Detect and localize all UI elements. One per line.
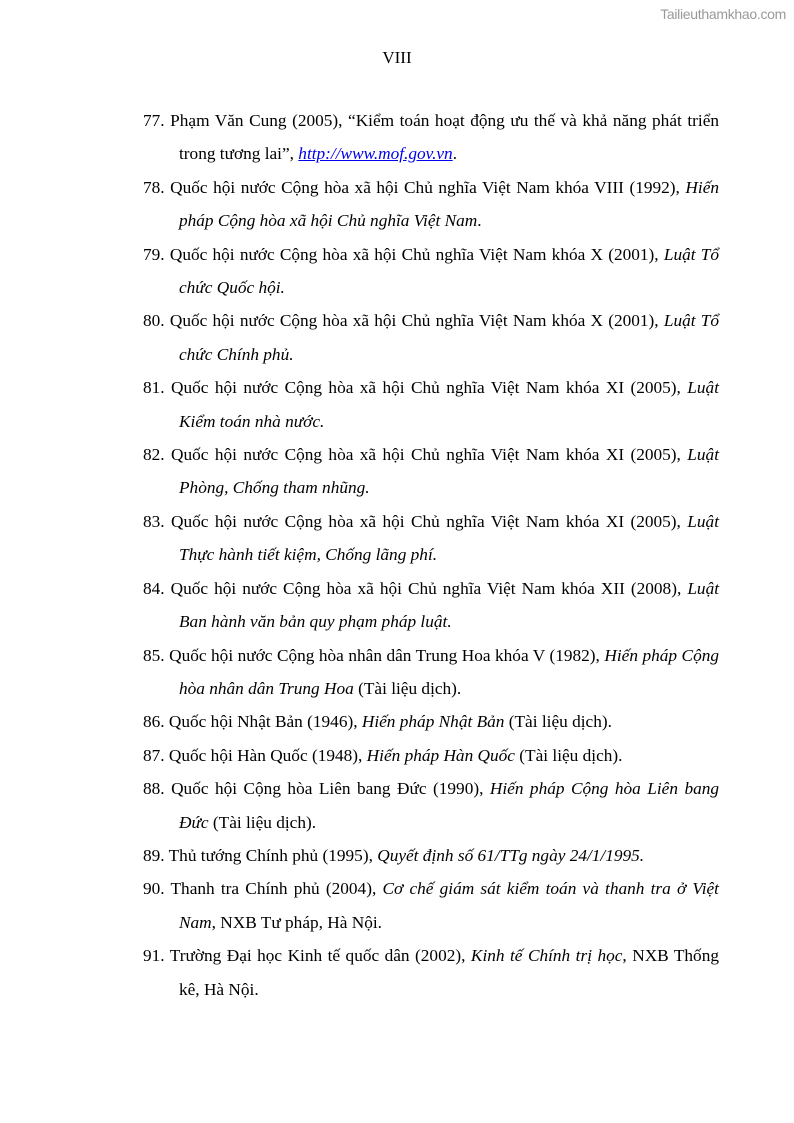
reference-number: 88. [143,779,172,799]
reference-number: 83. [143,511,172,531]
reference-item [143,171,719,238]
reference-text: Thanh tra Chính phủ (2004), [170,879,383,899]
reference-text: Quốc hội nước Cộng hòa xã hội Chủ nghĩa Việt Nam khóa X (2001), [169,311,664,331]
reference-item [143,505,719,572]
reference-number: 77. [143,111,171,130]
reference-item [143,939,719,1006]
reference-text: Quốc hội nước Cộng hòa xã hội Chủ nghĩa Việt Nam khóa XI (2005), [171,378,688,398]
reference-item [143,238,719,305]
reference-item [143,371,719,438]
reference-item [143,772,719,839]
reference-text: , NXB Tư pháp, Hà Nội. [211,912,382,932]
reference-text: . [477,211,482,231]
reference-text: Quốc hội nước Cộng hòa xã hội Chủ nghĩa Việt Nam khóa VIII (1992), [170,177,686,197]
reference-number: 87. [143,745,169,765]
reference-text: Phạm Văn Cung (2005), “Kiểm toán hoạt động ưu thế và khả năng phát triển trong tương lai”, [170,111,719,164]
reference-title: Hiến pháp Cộng hòa nhân dân Trung Hoa [179,645,720,698]
reference-title: Luật Kiểm toán nhà nước. [179,378,719,431]
reference-text: Quốc hội Hàn Quốc (1948), [168,745,367,765]
reference-text: (Tài liệu dịch). [208,812,317,832]
reference-number: 81. [143,378,172,398]
reference-item [143,104,719,171]
reference-text: (Tài liệu dịch). [504,712,612,732]
watermark: Tailieuthamkhao.com [660,6,786,22]
reference-text: Thủ tướng Chính phủ (1995), [168,845,378,865]
reference-number: 86. [143,712,169,732]
reference-number: 78. [143,177,171,197]
reference-number: 79. [143,244,170,264]
reference-title: Hiến pháp Cộng hòa xã hội Chủ nghĩa Việt Nam [179,177,719,231]
reference-text: (Tài liệu dịch). [353,678,462,698]
reference-text: , NXB Thống kê, Hà Nội. [179,946,719,999]
reference-item [143,304,719,371]
reference-item [143,705,719,738]
reference-text: Quốc hội Cộng hòa Liên bang Đức (1990), [171,779,490,799]
reference-title: Cơ chế giám sát kiểm toán và thanh tra ở Việt Nam [179,879,719,932]
reference-item [143,438,719,505]
reference-number: 90. [143,879,171,899]
reference-text: Quốc hội nước Cộng hòa xã hội Chủ nghĩa Việt Nam khóa XI (2005), [171,445,688,465]
reference-item [143,572,719,639]
reference-title: Luật Thực hành tiết kiệm, Chống lãng phí. [179,511,719,565]
reference-title: Hiến pháp Nhật Bản [361,712,505,732]
reference-title: Hiến pháp Hàn Quốc [366,745,515,765]
reference-number: 84. [143,578,171,598]
reference-item [143,839,719,872]
reference-text: Quốc hội nước Cộng hòa xã hội Chủ nghĩa Việt Nam khóa X (2001), [169,244,664,264]
reference-number: 82. [143,445,172,465]
reference-text: Quốc hội nước Cộng hòa xã hội Chủ nghĩa Việt Nam khóa XI (2005), [171,511,688,531]
reference-text: Quốc hội nước Cộng hòa nhân dân Trung Hoa khóa V (1982), [169,645,605,665]
reference-title: Luật Phòng, Chống tham nhũng. [179,445,719,498]
reference-number: 85. [143,645,170,665]
reference-title: Kinh tế Chính trị học [470,946,623,966]
page-number: VIII [382,48,412,67]
reference-text: Quốc hội Nhật Bản (1946), [168,712,362,732]
reference-link[interactable]: http://www.mof.gov.vn [298,144,453,164]
reference-list [143,104,719,1006]
reference-title: Luật Tổ chức Quốc hội. [179,244,720,298]
reference-text: (Tài liệu dịch). [514,745,623,765]
reference-title: Hiến pháp Cộng hòa Liên bang Đức [179,779,720,832]
reference-text: . [452,144,458,164]
reference-title: Quyết định số 61/TTg ngày 24/1/1995. [377,845,645,865]
reference-item [143,739,719,772]
reference-number: 80. [143,311,170,331]
reference-text: Quốc hội nước Cộng hòa xã hội Chủ nghĩa Việt Nam khóa XII (2008), [170,578,688,598]
reference-item [143,639,719,706]
reference-text: Trường Đại học Kinh tế quốc dân (2002), [169,946,471,966]
reference-number: 91. [143,946,170,966]
reference-title: Luật Tổ chức Chính phủ. [179,311,720,364]
reference-number: 89. [143,845,169,865]
reference-item [143,872,719,939]
reference-title: Luật Ban hành văn bản quy phạm pháp luật. [179,578,720,632]
